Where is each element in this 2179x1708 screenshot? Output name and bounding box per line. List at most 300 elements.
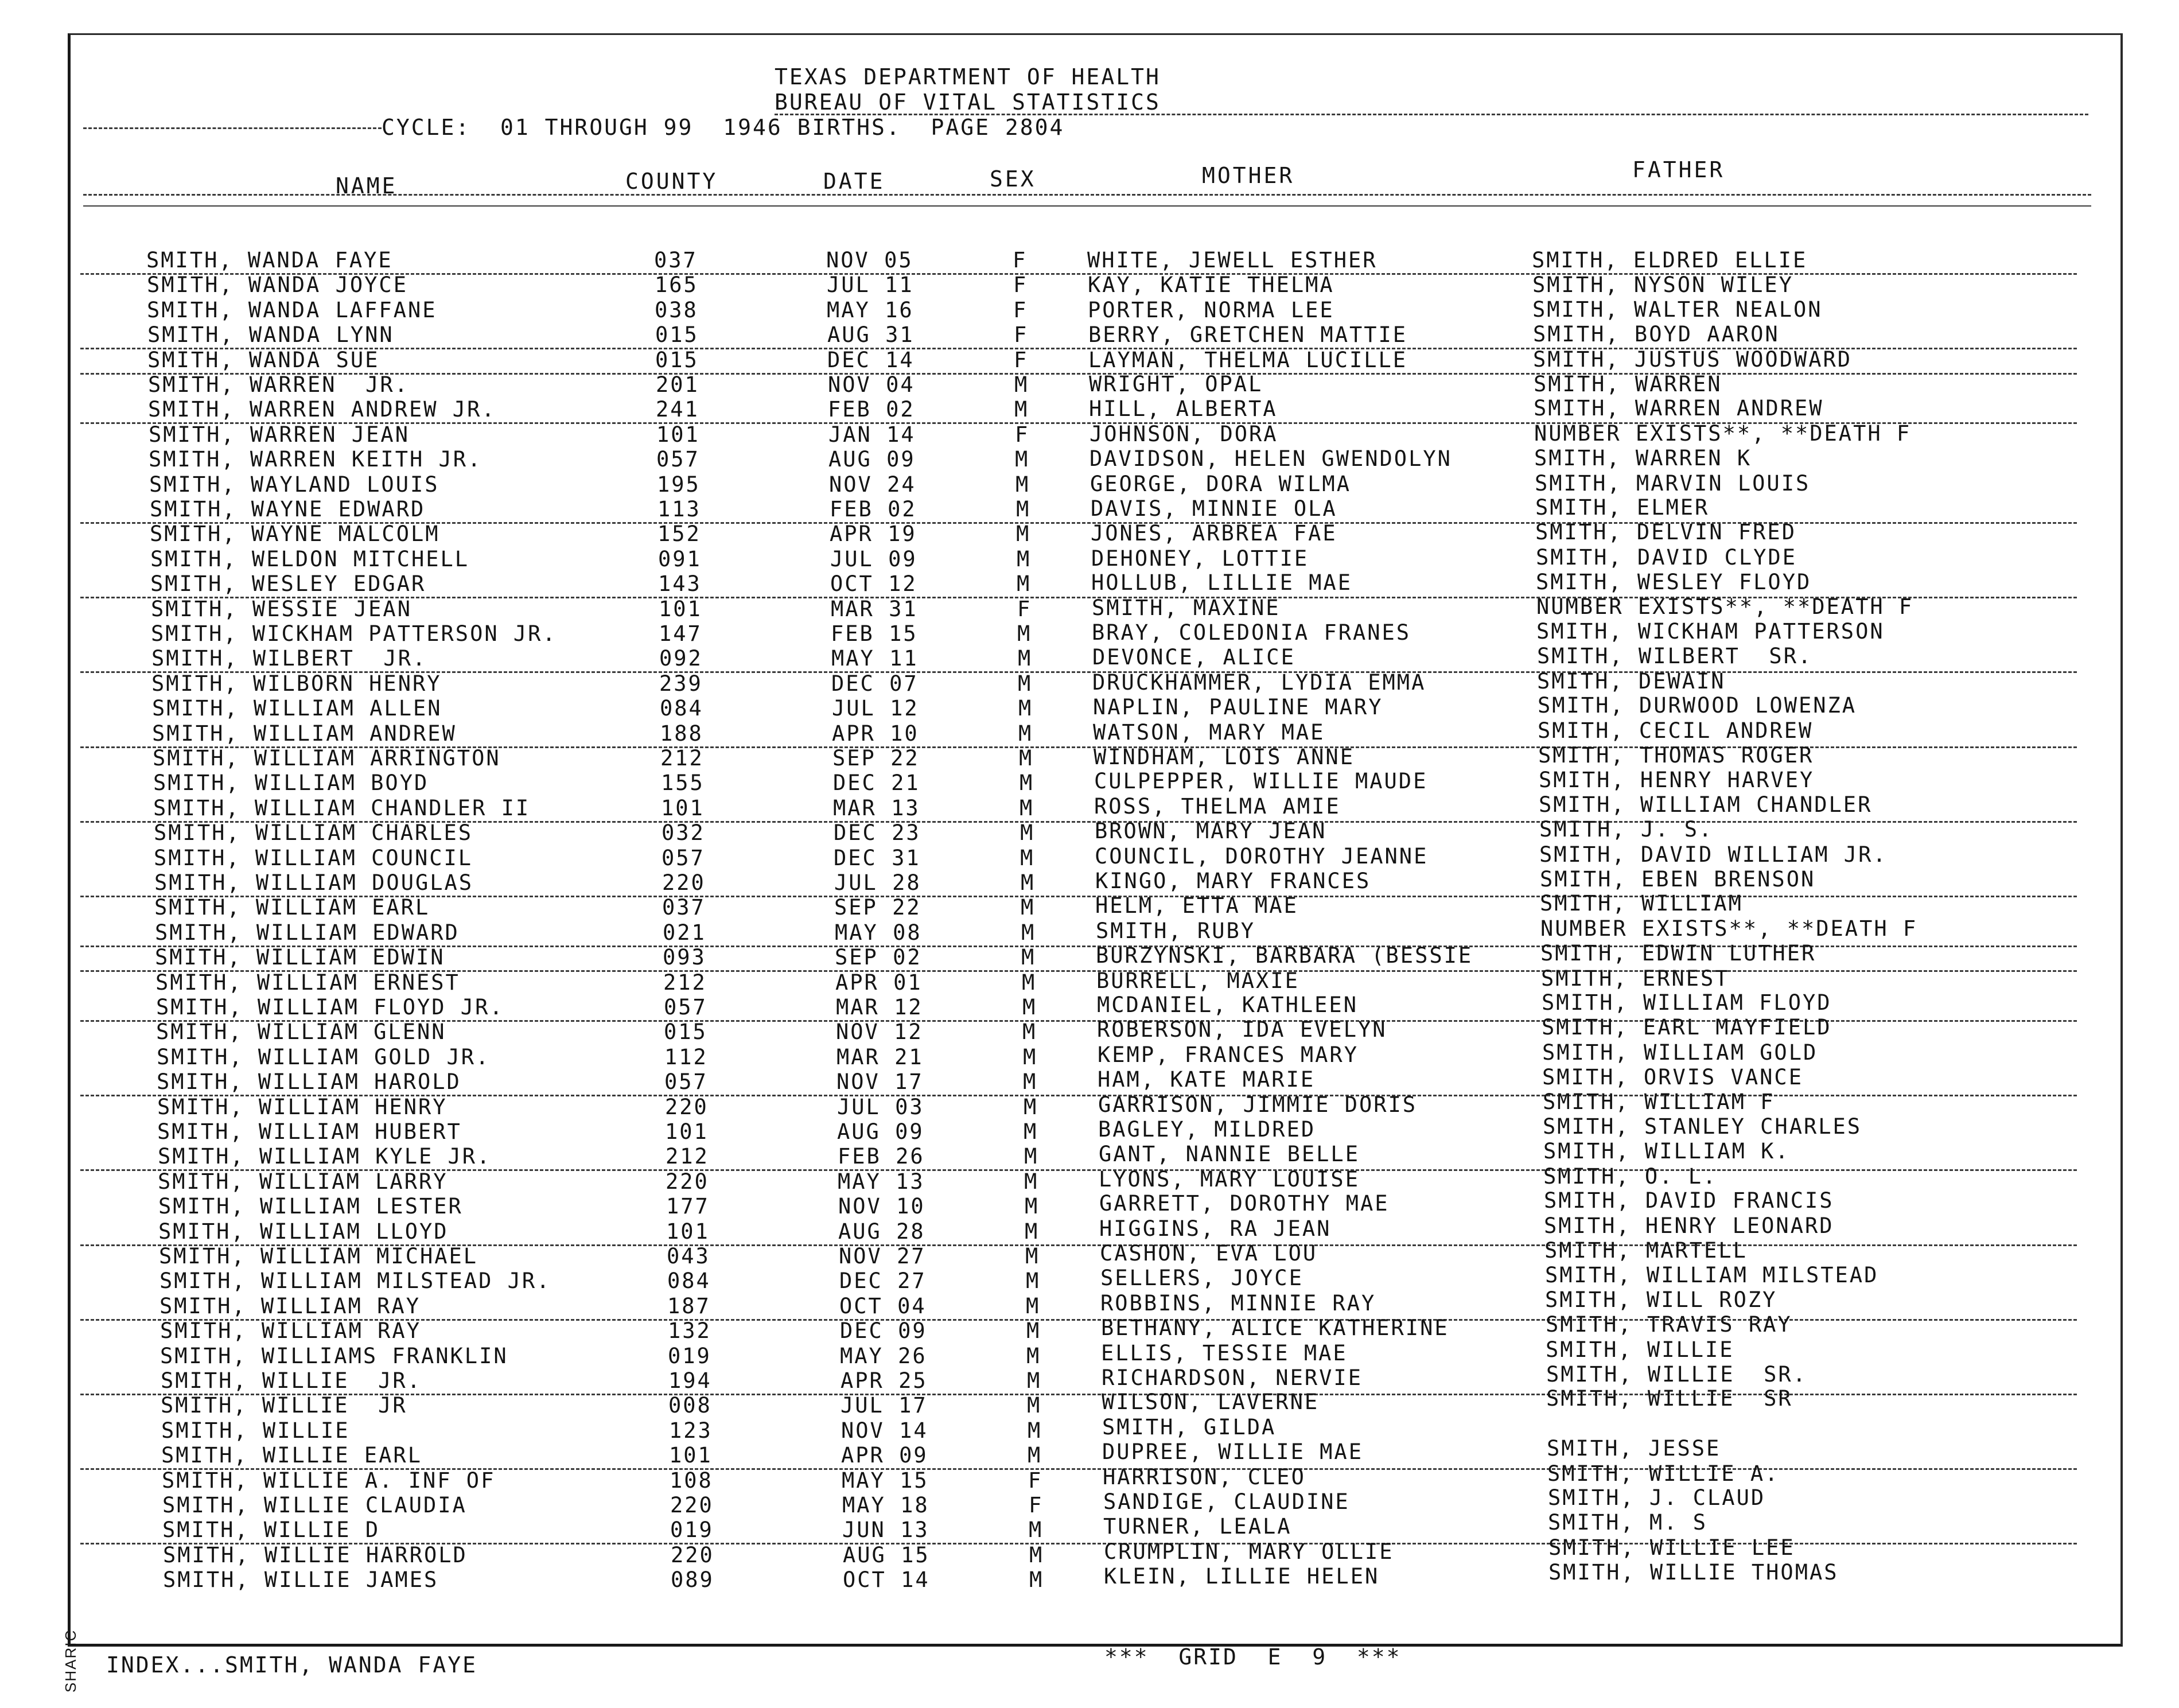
record-mother: CULPEPPER, WILLIE MAUDE xyxy=(1094,769,1428,793)
record-mother: COUNCIL, DOROTHY JEANNE xyxy=(1095,844,1429,869)
table-row xyxy=(0,547,2179,572)
table-row xyxy=(0,472,2179,497)
record-name: SMITH, WILLIAM COUNCIL xyxy=(154,846,473,870)
column-header-county: COUNTY xyxy=(625,169,718,194)
record-name: SMITH, WILLIAM HENRY xyxy=(157,1095,448,1119)
record-date: JUL 11 xyxy=(827,273,914,297)
record-county: 201 xyxy=(656,372,699,397)
record-name: SMITH, WILLIAM MILSTEAD JR. xyxy=(159,1269,551,1293)
record-date: APR 25 xyxy=(841,1368,928,1393)
record-date: JUL 17 xyxy=(841,1393,928,1418)
record-county: 123 xyxy=(669,1418,713,1443)
record-county: 015 xyxy=(664,1020,707,1044)
table-row xyxy=(0,1263,2179,1294)
record-sex: M xyxy=(1022,970,1037,995)
record-father: SMITH, J. CLAUD xyxy=(1548,1485,1766,1510)
record-father: SMITH, WILLIAM GOLD xyxy=(1542,1040,1818,1065)
record-date: NOV 14 xyxy=(841,1418,928,1443)
record-county: 187 xyxy=(667,1294,711,1318)
table-row xyxy=(80,941,2077,972)
record-date: AUG 31 xyxy=(827,322,915,347)
record-name: SMITH, WANDA LAFFANE xyxy=(147,298,437,322)
record-sex: M xyxy=(1026,1344,1041,1368)
record-mother: ELLIS, TESSIE MAE xyxy=(1101,1341,1348,1365)
record-mother: SMITH, GILDA xyxy=(1102,1415,1277,1439)
record-mother: BETHANY, ALICE KATHERINE xyxy=(1101,1316,1449,1340)
record-father: SMITH, WILLIE SR. xyxy=(1546,1362,1807,1387)
record-father: SMITH, DEWAIN xyxy=(1537,669,1726,694)
record-date: JUN 13 xyxy=(842,1518,929,1542)
record-county: 084 xyxy=(660,696,703,721)
record-date: DEC 14 xyxy=(827,348,915,372)
record-name: SMITH, WESSIE JEAN xyxy=(151,597,412,621)
record-name: SMITH, WANDA SUE xyxy=(147,348,380,372)
record-mother: KEMP, FRANCES MARY xyxy=(1098,1042,1359,1067)
record-sex: F xyxy=(1028,1468,1043,1493)
record-sex: M xyxy=(1025,1194,1040,1219)
table-row xyxy=(80,646,2077,673)
table-row xyxy=(0,447,2179,472)
record-sex: M xyxy=(1017,571,1032,596)
record-sex: M xyxy=(1029,1567,1044,1592)
record-county: 019 xyxy=(670,1518,714,1542)
record-father: SMITH, WILLIAM MILSTEAD xyxy=(1545,1263,1879,1287)
record-name: SMITH, WILLIAM CHANDLER II xyxy=(153,796,531,820)
record-mother: CRUMPLIN, MARY OLLIE xyxy=(1104,1539,1394,1564)
table-row xyxy=(80,867,2077,897)
record-name: SMITH, WANDA JOYCE xyxy=(147,273,408,297)
table-row xyxy=(0,1535,2179,1568)
column-header-rule xyxy=(83,194,2091,196)
record-county: 108 xyxy=(670,1468,713,1493)
record-date: APR 10 xyxy=(832,721,919,746)
table-row xyxy=(0,1386,2179,1418)
table-row xyxy=(0,594,2179,622)
record-date: FEB 26 xyxy=(838,1144,925,1169)
record-sex: M xyxy=(1024,1119,1038,1144)
record-name: SMITH, WILLIAM MICHAEL xyxy=(159,1244,478,1269)
record-father: SMITH, ERNEST xyxy=(1541,966,1730,991)
record-father: SMITH, EDWIN LUTHER xyxy=(1540,941,1816,966)
record-mother: HOLLUB, LILLIE MAE xyxy=(1091,570,1352,595)
record-name: SMITH, WILLIAM ERNEST xyxy=(155,970,460,995)
table-row xyxy=(0,1461,2179,1493)
record-county: 101 xyxy=(665,1119,709,1144)
record-county: 057 xyxy=(662,846,705,870)
record-county: 101 xyxy=(666,1219,710,1244)
record-sex: M xyxy=(1028,1418,1042,1443)
record-sex: M xyxy=(1016,497,1031,522)
record-mother: NAPLIN, PAULINE MARY xyxy=(1093,695,1383,719)
record-county: 194 xyxy=(668,1368,712,1393)
record-father: SMITH, M. S xyxy=(1548,1510,1708,1535)
record-name: SMITH, WELDON MITCHELL xyxy=(150,547,470,571)
record-sex: M xyxy=(1021,945,1036,970)
record-mother: TURNER, LEALA xyxy=(1103,1514,1292,1539)
record-name: SMITH, WICKHAM PATTERSON JR. xyxy=(151,621,557,646)
table-row xyxy=(0,842,2179,871)
record-county: 220 xyxy=(666,1169,709,1194)
record-name: SMITH, WILLIAM GOLD JR. xyxy=(157,1045,491,1069)
record-county: 019 xyxy=(668,1344,711,1368)
table-row xyxy=(80,1139,2077,1171)
record-county: 212 xyxy=(660,746,704,771)
record-mother: KINGO, MARY FRANCES xyxy=(1095,869,1371,893)
record-date: MAR 12 xyxy=(836,995,923,1020)
record-county: 101 xyxy=(659,597,702,621)
record-county: 037 xyxy=(654,248,698,273)
record-mother: BURRELL, MAXIE xyxy=(1096,968,1299,993)
record-father: SMITH, WARREN xyxy=(1534,372,1722,396)
record-father: SMITH, WARREN ANDREW xyxy=(1534,396,1824,421)
record-date: OCT 04 xyxy=(839,1294,927,1318)
record-father: SMITH, JUSTUS WOODWARD xyxy=(1533,347,1853,372)
record-name: SMITH, WILLIAM EDWARD xyxy=(155,920,460,945)
record-mother: HIGGINS, RA JEAN xyxy=(1099,1216,1332,1241)
record-father: SMITH, WILL ROZY xyxy=(1545,1287,1777,1312)
record-sex: F xyxy=(1015,422,1030,447)
record-name: SMITH, WARREN KEITH JR. xyxy=(149,447,483,472)
record-name: SMITH, WILLIAM DOUGLAS xyxy=(154,870,474,895)
table-row xyxy=(80,397,2077,424)
record-mother: KAY, KATIE THELMA xyxy=(1088,273,1334,297)
record-sex: M xyxy=(1026,1318,1041,1343)
record-father: NUMBER EXISTS**, **DEATH F xyxy=(1536,594,1914,619)
record-county: 220 xyxy=(665,1095,709,1119)
record-sex: F xyxy=(1013,298,1028,322)
record-father: SMITH, DAVID FRANCIS xyxy=(1544,1188,1834,1213)
record-name: SMITH, WILLIAM LESTER xyxy=(158,1194,463,1219)
record-mother: GANT, NANNIE BELLE xyxy=(1099,1142,1360,1166)
record-date: DEC 07 xyxy=(831,671,919,696)
table-row xyxy=(80,248,2077,275)
table-row xyxy=(0,1312,2179,1344)
record-sex: M xyxy=(1020,771,1034,795)
record-date: NOV 05 xyxy=(826,248,913,273)
record-date: MAY 16 xyxy=(827,298,914,322)
record-date: SEP 22 xyxy=(834,895,921,920)
record-date: JUL 28 xyxy=(834,870,921,895)
record-date: NOV 27 xyxy=(839,1244,926,1269)
record-date: MAY 11 xyxy=(831,646,919,671)
record-father: SMITH, ELMER xyxy=(1535,495,1710,520)
record-name: SMITH, WANDA FAYE xyxy=(146,248,393,273)
record-sex: M xyxy=(1018,696,1033,721)
record-date: AUG 28 xyxy=(838,1219,925,1244)
record-mother: GEORGE, DORA WILMA xyxy=(1090,472,1351,496)
record-father: SMITH, THOMAS ROGER xyxy=(1538,743,1814,768)
record-mother: HAM, KATE MARIE xyxy=(1098,1067,1316,1092)
record-name: SMITH, WILLIAMS FRANKLIN xyxy=(160,1344,508,1368)
table-row xyxy=(0,298,2179,323)
record-name: SMITH, WAYLAND LOUIS xyxy=(149,472,439,497)
record-father: SMITH, STANLEY CHARLES xyxy=(1543,1114,1862,1139)
record-name: SMITH, WILLIAM LARRY xyxy=(158,1169,448,1194)
record-name: SMITH, WILLIE CLAUDIA xyxy=(162,1493,467,1518)
grid-label: *** GRID E 9 *** xyxy=(1104,1644,1402,1670)
record-name: SMITH, WILLIE A. INF OF xyxy=(162,1468,496,1493)
record-name: SMITH, WILLIAM CHARLES xyxy=(154,820,473,845)
record-father: NUMBER EXISTS**, **DEATH F xyxy=(1534,421,1912,446)
record-county: 093 xyxy=(663,945,706,970)
record-father: SMITH, WALTER NEALON xyxy=(1532,297,1823,322)
record-county: 092 xyxy=(659,646,703,671)
record-date: NOV 24 xyxy=(829,472,916,497)
record-date: MAY 26 xyxy=(840,1344,927,1368)
record-name: SMITH, WILLIAM GLENN xyxy=(156,1020,446,1044)
column-header-underline xyxy=(83,205,2091,207)
record-name: SMITH, WILLIE JR. xyxy=(161,1368,422,1393)
table-row xyxy=(0,1485,2179,1518)
record-sex: M xyxy=(1018,721,1033,746)
record-sex: M xyxy=(1023,1045,1038,1069)
column-header-date: DATE xyxy=(823,169,885,194)
record-mother: CASHON, EVA LOU xyxy=(1100,1241,1318,1266)
record-date: DEC 09 xyxy=(840,1318,927,1343)
table-row xyxy=(0,522,2179,547)
table-row xyxy=(0,1164,2179,1195)
record-mother: WRIGHT, OPAL xyxy=(1089,372,1263,396)
record-father: SMITH, WILLIE A. xyxy=(1547,1461,1780,1486)
record-name: SMITH, WILLIAM RAY xyxy=(159,1294,421,1318)
record-county: 101 xyxy=(656,422,700,447)
record-county: 101 xyxy=(661,796,705,820)
record-mother: WHITE, JEWELL ESTHER xyxy=(1087,248,1378,273)
record-mother: GARRISON, JIMMIE DORIS xyxy=(1098,1092,1418,1117)
table-row xyxy=(0,1337,2179,1369)
record-county: 015 xyxy=(655,348,699,372)
record-date: AUG 09 xyxy=(837,1119,924,1144)
record-name: SMITH, WILLIE JR xyxy=(161,1393,407,1418)
record-name: SMITH, WAYNE MALCOLM xyxy=(150,522,440,546)
record-father: SMITH, WARREN K xyxy=(1534,446,1752,470)
record-father: SMITH, EARL MAYFIELD xyxy=(1542,1015,1832,1040)
record-sex: F xyxy=(1013,273,1028,297)
record-mother: WILSON, LAVERNE xyxy=(1102,1390,1320,1414)
record-sex: F xyxy=(1014,322,1029,347)
record-name: SMITH, WILLIAM ARRINGTON xyxy=(153,746,501,771)
record-sex: M xyxy=(1025,1244,1040,1269)
record-mother: BURZYNSKI, BARBARA (BESSIE xyxy=(1096,943,1473,968)
record-mother: LYONS, MARY LOUISE xyxy=(1099,1167,1360,1192)
record-name: SMITH, WANDA LYNN xyxy=(147,322,394,347)
table-row xyxy=(0,1040,2179,1070)
record-mother: BROWN, MARY JEAN xyxy=(1095,819,1327,843)
record-county: 032 xyxy=(662,820,705,845)
record-date: APR 01 xyxy=(835,970,923,995)
record-father: SMITH, WILLIAM CHANDLER xyxy=(1539,792,1873,817)
record-mother: ROBERSON, IDA EVELYN xyxy=(1097,1017,1387,1042)
column-header-sex: SEX xyxy=(990,166,1036,192)
record-county: 101 xyxy=(669,1443,713,1468)
record-county: 143 xyxy=(658,571,702,596)
record-county: 112 xyxy=(664,1045,708,1069)
record-father: SMITH, NYSON WILEY xyxy=(1532,273,1793,297)
record-father: SMITH, MARVIN LOUIS xyxy=(1535,471,1811,496)
record-mother: BERRY, GRETCHEN MATTIE xyxy=(1088,322,1408,347)
record-mother: JOHNSON, DORA xyxy=(1090,422,1278,446)
record-name: SMITH, WARREN ANDREW JR. xyxy=(148,397,496,422)
cycle-line: CYCLE: 01 THROUGH 99 1946 BIRTHS. PAGE 2804 xyxy=(382,115,1065,140)
record-sex: M xyxy=(1027,1393,1042,1418)
record-sex: M xyxy=(1020,846,1035,870)
index-label: INDEX...SMITH, WANDA FAYE xyxy=(106,1652,477,1678)
record-date: OCT 12 xyxy=(830,571,917,596)
record-county: 241 xyxy=(656,397,699,422)
record-sex: M xyxy=(1027,1368,1042,1393)
table-row xyxy=(0,966,2179,995)
table-row xyxy=(0,621,2179,647)
record-father: SMITH, TRAVIS RAY xyxy=(1546,1312,1792,1337)
record-sex: M xyxy=(1018,646,1033,671)
record-county: 038 xyxy=(655,298,698,322)
record-date: APR 19 xyxy=(830,522,917,546)
record-name: SMITH, WILLIAM EARL xyxy=(154,895,430,920)
record-county: 089 xyxy=(671,1567,714,1592)
record-mother: ROBBINS, MINNIE RAY xyxy=(1100,1291,1376,1316)
record-father: SMITH, HENRY HARVEY xyxy=(1539,768,1815,792)
record-sex: M xyxy=(1021,920,1036,945)
record-mother: HILL, ALBERTA xyxy=(1089,396,1278,421)
record-father: SMITH, WILLIAM F xyxy=(1543,1090,1775,1114)
table-row xyxy=(0,1415,2179,1444)
record-name: SMITH, WILLIE JAMES xyxy=(163,1567,439,1592)
record-county: 155 xyxy=(661,771,705,795)
record-name: SMITH, WILLIAM EDWIN xyxy=(155,945,445,970)
record-mother: DEHONEY, LOTTIE xyxy=(1091,546,1309,571)
record-father: SMITH, WILLIE SR xyxy=(1546,1386,1793,1411)
record-date: DEC 31 xyxy=(834,846,921,870)
table-row xyxy=(0,422,2179,448)
record-father: SMITH, WILLIE LEE xyxy=(1548,1535,1795,1560)
record-mother: DAVIS, MINNIE OLA xyxy=(1091,496,1337,521)
record-sex: M xyxy=(1024,1169,1039,1194)
record-county: 057 xyxy=(664,1069,708,1094)
record-date: MAY 13 xyxy=(838,1169,925,1194)
record-father: SMITH, WILLIE xyxy=(1546,1337,1734,1362)
record-name: SMITH, WILLIAM BOYD xyxy=(153,771,429,795)
record-mother: LAYMAN, THELMA LUCILLE xyxy=(1088,348,1408,372)
record-father: SMITH, WILLIAM K. xyxy=(1543,1139,1790,1164)
record-county: 165 xyxy=(655,273,698,297)
record-mother: SANDIGE, CLAUDINE xyxy=(1103,1489,1350,1514)
record-sex: M xyxy=(1024,1144,1039,1169)
record-mother: DRUCKHAMMER, LYDIA EMMA xyxy=(1092,670,1426,695)
record-mother: WINDHAM, LOIS ANNE xyxy=(1094,745,1355,769)
record-mother: HARRISON, CLEO xyxy=(1103,1465,1306,1489)
record-mother: ROSS, THELMA AMIE xyxy=(1094,794,1341,819)
record-mother: PORTER, NORMA LEE xyxy=(1088,298,1334,322)
record-date: AUG 15 xyxy=(843,1543,930,1567)
record-name: SMITH, WILBORN HENRY xyxy=(151,671,442,696)
record-sex: M xyxy=(1016,522,1031,546)
record-father: NUMBER EXISTS**, **DEATH F xyxy=(1540,916,1918,941)
record-name: SMITH, WILLIAM LLOYD xyxy=(158,1219,449,1244)
record-sex: M xyxy=(1023,1069,1038,1094)
table-row xyxy=(80,1213,2077,1246)
record-county: 212 xyxy=(663,970,707,995)
record-mother: JONES, ARBREA FAE xyxy=(1091,521,1337,546)
record-name: SMITH, WILLIAM ALLEN xyxy=(152,696,442,721)
side-stamp: SHARIC xyxy=(62,1629,79,1693)
record-mother: BAGLEY, MILDRED xyxy=(1098,1117,1316,1142)
record-father: SMITH, WICKHAM PATTERSON xyxy=(1536,619,1885,644)
record-sex: M xyxy=(1020,796,1034,820)
record-sex: M xyxy=(1019,746,1034,771)
record-sex: M xyxy=(1021,870,1036,895)
record-father: SMITH, WILLIE THOMAS xyxy=(1548,1560,1839,1585)
record-name: SMITH, WAYNE EDWARD xyxy=(150,497,426,522)
record-name: SMITH, WILLIAM RAY xyxy=(160,1318,421,1343)
table-row xyxy=(80,322,2077,349)
record-name: SMITH, WESLEY EDGAR xyxy=(150,571,426,596)
record-date: DEC 21 xyxy=(833,771,920,795)
record-mother: DUPREE, WILLIE MAE xyxy=(1102,1439,1363,1464)
record-county: 091 xyxy=(658,547,702,571)
record-date: JUL 03 xyxy=(837,1095,924,1119)
record-father: SMITH, BOYD AARON xyxy=(1533,322,1780,347)
record-mother: DEVONCE, ALICE xyxy=(1092,645,1295,670)
record-county: 113 xyxy=(657,497,701,522)
record-name: SMITH, WILLIAM FLOYD JR. xyxy=(156,995,504,1020)
record-father: SMITH, JESSE xyxy=(1547,1436,1721,1461)
table-row xyxy=(80,1065,2077,1096)
record-mother: GARRETT, DOROTHY MAE xyxy=(1099,1191,1390,1216)
header-bureau: BUREAU OF VITAL STATISTICS xyxy=(775,90,1161,115)
record-sex: M xyxy=(1022,1020,1037,1044)
record-mother: SMITH, MAXINE xyxy=(1092,596,1281,620)
record-date: JUL 09 xyxy=(830,547,917,571)
record-sex: M xyxy=(1015,447,1030,472)
record-date: MAR 21 xyxy=(836,1045,924,1069)
record-date: AUG 09 xyxy=(828,447,916,472)
record-date: APR 09 xyxy=(841,1443,928,1468)
record-father: SMITH, MARTELL xyxy=(1544,1238,1748,1263)
record-county: 177 xyxy=(666,1194,710,1219)
record-name: SMITH, WILLIAM HUBERT xyxy=(157,1119,462,1144)
record-father: SMITH, O. L. xyxy=(1543,1164,1718,1189)
record-mother: SMITH, RUBY xyxy=(1096,919,1256,943)
record-mother: DAVIDSON, HELEN GWENDOLYN xyxy=(1090,446,1452,471)
record-sex: M xyxy=(1021,895,1036,920)
record-sex: M xyxy=(1029,1518,1044,1542)
record-date: MAY 18 xyxy=(842,1493,929,1518)
record-name: SMITH, WILLIE xyxy=(161,1418,350,1443)
table-row xyxy=(80,348,2077,375)
table-row xyxy=(80,792,2077,823)
record-county: 147 xyxy=(659,621,702,646)
header-rule-left xyxy=(83,127,382,129)
record-sex: M xyxy=(1026,1269,1041,1293)
record-father: SMITH, CECIL ANDREW xyxy=(1538,718,1814,743)
record-father: SMITH, WILBERT SR. xyxy=(1537,644,1813,668)
table-row xyxy=(0,743,2179,771)
record-date: DEC 23 xyxy=(834,820,921,845)
table-row xyxy=(0,1188,2179,1219)
record-date: MAY 08 xyxy=(835,920,922,945)
record-sex: M xyxy=(1017,547,1032,571)
record-sex: F xyxy=(1013,248,1028,273)
column-header-father: FATHER xyxy=(1632,157,1725,182)
record-date: SEP 22 xyxy=(832,746,920,771)
record-name: SMITH, WILLIE HARROLD xyxy=(163,1543,468,1567)
record-date: NOV 17 xyxy=(836,1069,924,1094)
record-father: SMITH, DAVID CLYDE xyxy=(1536,545,1797,570)
record-date: FEB 02 xyxy=(828,397,915,422)
record-date: JUL 12 xyxy=(832,696,919,721)
record-sex: M xyxy=(1022,995,1037,1020)
table-row xyxy=(0,1015,2179,1045)
